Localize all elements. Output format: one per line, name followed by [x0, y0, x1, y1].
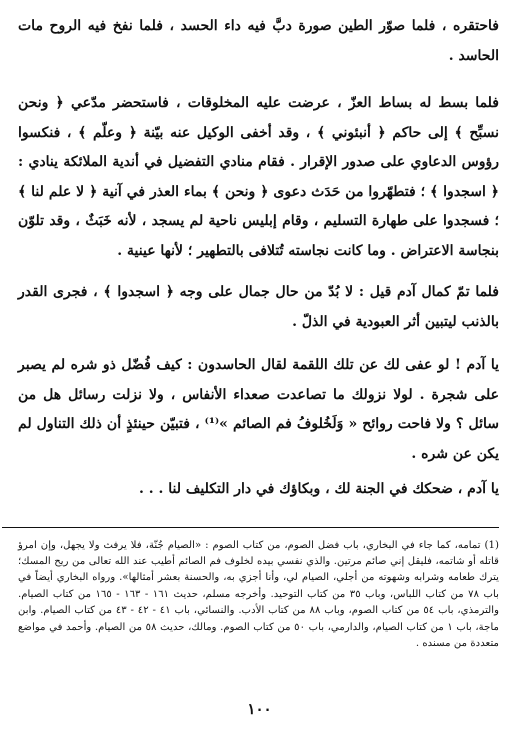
paragraph-3: فلما تمّ كمال آدم قيل : لا بُدّ من حال جمال على وجه ﴿ اسجدوا ﴾ ، فجرى القدر بالذنب ليتبين أثر العبودية في الذلّ . [18, 284, 499, 330]
paragraph-2: فلما بسط له بساط العزّ ، عرضت عليه المخلوقات ، فاستحضر مدّعي ﴿ ونحن نسبِّح ﴾ إلى حاكم ﴿ أنبئوني ﴾ ، وقد أخفى الوكيل عنه بيّنة ﴿ وعلّم ﴾ ، فنكسوا رؤوس الدعاوي على صدور الإقرار . فقام منادي التفضيل في أندية الملائكة ينادي : ﴿ اسجدوا ﴾ ؛ فتطهّروا من حَدَث دعوى ﴿ ونحن ﴾ بماء العذر في آنية ﴿ لا علم لنا ﴾ ؛ فسجدوا على طهارة التسليم ، وقام إبليس ناحية لم يسجد ، لأنه خَبَثٌ ، وقد تلوّن بنجاسة الاعتراض . وما كانت نجاسته تُتلافى بالتطهير ؛ لأنها عينية . [18, 95, 499, 259]
paragraph-4: يا آدم ! لو عفى لك عن تلك اللقمة لقال الحاسدون : كيف فُضّل ذو شره لم يصبر على شجرة . لولا نزولك ما تصاعدت صعداء الأنفاس ، ولا نزلت رسائل هل من سائل ؟ ولا فاحت روائح « وَلَخُلوفُ فم الصائم »⁽¹⁾ ، فتبيّن حينئذٍ أن ذلك التناول لم يكن عن شره . [18, 357, 499, 462]
page-number: ١٠٠ [247, 700, 272, 718]
paragraph-1: فاحتقره ، فلما صوّر الطين صورة دبَّ فيه داء الحسد ، فلما نفخ فيه الروح مات الحاسد . [18, 18, 499, 64]
footnote-divider [2, 527, 499, 528]
footnote: (1) تمامه، كما جاء في البخاري، باب فضل الصوم، من كتاب الصوم : «الصيام جُنّة، فلا يرفث ولا يجهل، وإن امرؤ قاتله أو شاتمه، فليقل إني صائم مرتين. والذي نفسي بيده لخلوف فم الصائم أطيب عند الله تعالى من ريح المسك؛ يترك طعامه وشرابه وشهوته من أجلي، الصيام لي، وأنا أجزي به، والحسنة بعشر أمثالها». ورواه البخاري أيضاً في باب ٧٨ من كتاب اللباس، وباب ٣٥ من كتاب التوحيد. وأخرجه مسلم، حديث ١٦١ - ١٦٣ - ١٦٥ من كتاب الصيام. والترمذي، باب ٥٤ من كتاب الصوم، وباب ٨٨ من كتاب الأدب. والنسائي، باب ٤١ - ٤٢ - ٤٣ من كتاب الصيام. وابن ماجة، باب ١ من كتاب الصيام، والدارمي، باب ٥٠ من كتاب الصوم. ومالك، حديث ٥٨ من الصيام. وأحمد في مواضع متعددة من مسنده . [18, 539, 500, 649]
paragraph-5: يا آدم ، ضحكك في الجنة لك ، وبكاؤك في دار التكليف لنا . . . [139, 481, 499, 497]
